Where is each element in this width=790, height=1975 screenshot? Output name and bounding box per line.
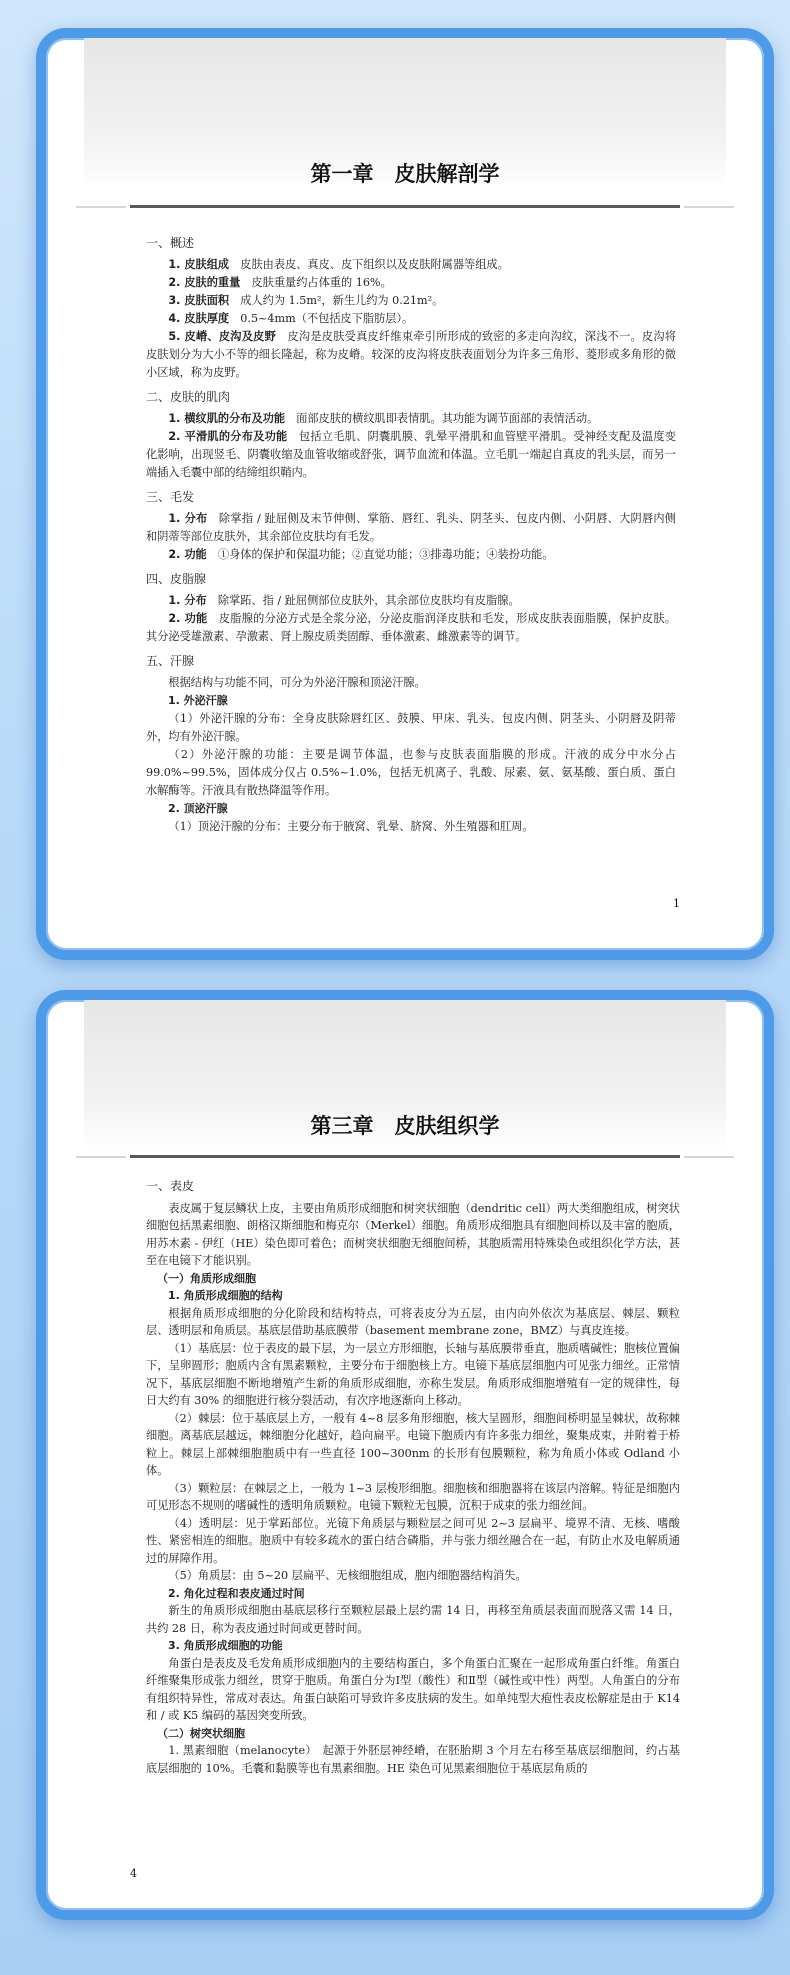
subheading: （二）树突状细胞 — [157, 1726, 245, 1740]
page-body — [146, 228, 676, 836]
paragraph — [146, 328, 676, 382]
paragraph — [146, 256, 676, 274]
subheading: 3. 角质形成细胞的功能 — [168, 1639, 283, 1652]
definition: 皮沟是皮肤受真皮纤维束牵引所形成的致密的多走向沟纹，深浅不一。皮沟将皮肤划分为大小不等的细长隆起，称为皮嵴。较深的皮沟将皮肤表面划分为许多三角形、菱形或多角形的微小区域，称为皮野。 — [146, 330, 676, 379]
paragraph: （1）基底层：位于表皮的最下层，为一层立方形细胞，长轴与基底膜带垂直，胞质嗜碱性；胞核位置偏下，呈卵圆形；胞质内含有黑素颗粒，主要分布于细胞核上方。电镜下基底层细胞内可见张力细丝。正常情况下，基底层细胞不断地增殖产生新的角质形成细胞，亦称生发层。角质形成细胞增殖有一定的规律性，每日大约有 30% 的细胞进行核分裂活动，有次序地逐渐向上移动。 — [146, 1341, 680, 1407]
paragraph — [146, 410, 676, 428]
paragraph: （1）顶泌汗腺的分布：主要分布于腋窝、乳晕、脐窝、外生殖器和肛周。 — [168, 820, 534, 833]
paragraph: （3）颗粒层：在棘层之上，一般为 1~3 层梭形细胞。细胞核和细胞器将在该层内溶解。特征是细胞内可见形态不规则的嗜碱性的透明角质颗粒。电镜下颗粒无包膜，沉积于成束的张力细丝间。 — [146, 1481, 680, 1512]
paragraph — [146, 428, 676, 482]
term: 2. 功能 — [168, 548, 207, 561]
term: 3. 皮肤面积 — [168, 294, 230, 307]
subheading: 1. 外泌汗腺 — [168, 694, 228, 707]
paragraph: （4）透明层：见于掌跖部位。光镜下角质层与颗粒层之间可见 2~3 层扁平、境界不清、无核、嗜酸性、紧密相连的细胞。胞质中有较多疏水的蛋白结合磷脂，并与张力细丝融合在一起，有防止水及电解质通过的屏障作用。 — [146, 1516, 680, 1565]
page-card-1 — [36, 28, 774, 960]
definition: 除掌指 / 趾屈侧及末节伸侧、掌筋、唇红、乳头、阴茎头、包皮内侧、小阴唇、大阴唇内侧和阴蒂等部位皮肤外，其余部位皮肤均有毛发。 — [146, 512, 676, 543]
section-heading: 四、皮脂腺 — [146, 572, 207, 586]
definition: 除掌跖、指 / 趾屈侧部位皮肤外，其余部位皮肤均有皮脂腺。 — [206, 594, 520, 607]
title-rule — [130, 1155, 680, 1158]
section-heading: 一、概述 — [146, 236, 195, 250]
section-heading: 三、毛发 — [146, 490, 195, 504]
title-rule-right — [684, 206, 734, 208]
paragraph: 根据角质形成细胞的分化阶段和结构特点，可将表皮分为五层，由内向外依次为基底层、棘层、颗粒层、透明层和角质层。基底层借助基底膜带（basement membrane zone，BMZ）与真皮连接。 — [146, 1306, 680, 1337]
title-rule-left — [76, 206, 126, 208]
paragraph: （2）棘层：位于基底层上方，一般有 4~8 层多角形细胞，核大呈圆形，细胞间桥明显呈棘状，故称棘细胞。离基底层越远，棘细胞分化越好，趋向扁平。电镜下胞质内有许多张力细丝，聚集成束，并附着于桥粒上。棘层上部棘细胞胞质中有一些直径 100~300nm 的长形有包膜颗粒，称为角质小体或 Odland 小体。 — [146, 1411, 680, 1477]
term: 4. 皮肤厚度 — [168, 312, 230, 325]
title-rule — [130, 205, 680, 208]
paragraph — [146, 546, 676, 564]
section-heading: 一、表皮 — [146, 1179, 195, 1193]
paragraph — [146, 310, 676, 328]
definition: 0.5~4mm（不包括皮下脂肪层）。 — [229, 312, 414, 325]
title-rule-left — [76, 1156, 126, 1158]
paragraph: 表皮属于复层鳞状上皮，主要由角质形成细胞和树突状细胞（dendritic cell）两大类细胞组成，树突状细胞包括黑素细胞、朗格汉斯细胞和梅克尔（Merkel）细胞。角质形成细胞具有细胞间桥以及丰富的胞质，用苏木素 - 伊红（HE）染色即可着色；而树突状细胞无细胞间桥，其胞质需用特殊染色或组织化学方法，甚至在电镜下才能识别。 — [146, 1201, 680, 1267]
subheading: 1. 角质形成细胞的结构 — [168, 1289, 283, 1302]
definition: 皮肤重量约占体重的 16%。 — [240, 276, 392, 289]
chapter-title: 第三章 皮肤组织学 — [310, 1114, 500, 1138]
paragraph: 1. 黑素细胞（melanocyte） 起源于外胚层神经嵴，在胚胎期 3 个月左右移至基底层细胞间，约占基底层细胞的 10%。毛囊和黏膜等也有黑素细胞。HE 染色可见黑素细胞位于基底层角质的 — [146, 1744, 680, 1775]
paragraph: 角蛋白是表皮及毛发角质形成细胞内的主要结构蛋白，多个角蛋白汇聚在一起形成角蛋白纤维。角蛋白纤维聚集形成张力细丝，贯穿于胞质。角蛋白分为Ⅰ型（酸性）和Ⅱ型（碱性或中性）两型。人角蛋白的分布有组织特异性，常成对表达。角蛋白缺陷可导致许多皮肤病的发生。如单纯型大疱性表皮松解症是由于 K14 和 / 或 K5 编码的基因突变所致。 — [146, 1656, 680, 1722]
term: 2. 皮肤的重量 — [168, 276, 241, 289]
term: 2. 平滑肌的分布及功能 — [168, 430, 288, 443]
definition: 成人约为 1.5m²，新生儿约为 0.21m²。 — [229, 294, 444, 307]
page-number: 1 — [673, 897, 680, 910]
term: 2. 功能 — [168, 612, 208, 625]
paragraph — [146, 592, 676, 610]
section-heading: 二、皮肤的肌肉 — [146, 390, 231, 404]
paragraph — [146, 274, 676, 292]
paragraph: （2）外泌汗腺的功能：主要是调节体温，也参与皮肤表面脂膜的形成。汗液的成分中水分占 99.0%~99.5%，固体成分仅占 0.5%~1.0%，包括无机离子、乳酸、尿素、氨、氨基酸、蛋白质、蛋白水解酶等。汗液具有散热降温等作用。 — [146, 748, 676, 797]
definition: 面部皮肤的横纹肌即表情肌。其功能为调节面部的表情活动。 — [285, 412, 599, 425]
term: 1. 横纹肌的分布及功能 — [168, 412, 286, 425]
definition: 皮脂腺的分泌方式是全浆分泌，分泌皮脂润泽皮肤和毛发，形成皮肤表面脂膜，保护皮肤。其分泌受雄激素、孕激素、肾上腺皮质类固醇、垂体激素、雌激素等的调节。 — [146, 612, 676, 643]
definition: 包括立毛肌、阴囊肌膜、乳晕平滑肌和血管壁平滑肌。受神经支配及温度变化影响，出现竖毛、阴囊收缩及血管收缩或舒张，调节血流和体温。立毛肌一端起自真皮的乳头层，而另一端插入毛囊中部的结缔组织鞘内。 — [146, 430, 676, 479]
subheading: 2. 角化过程和表皮通过时间 — [168, 1586, 305, 1600]
page-number: 4 — [130, 1867, 137, 1880]
paragraph — [146, 610, 676, 646]
chapter-title: 第一章 皮肤解剖学 — [310, 162, 500, 186]
paragraph: （5）角质层：由 5~20 层扁平、无核细胞组成，胞内细胞器结构消失。 — [168, 1569, 527, 1582]
definition: 皮肤由表皮、真皮、皮下组织以及皮肤附属器等组成。 — [229, 258, 509, 271]
paragraph — [146, 510, 676, 546]
title-rule-right — [684, 1156, 734, 1158]
paragraph — [146, 292, 676, 310]
paragraph: 新生的角质形成细胞由基底层移行至颗粒层最上层约需 14 日，再移至角质层表面而脱落又需 14 日，共约 28 日，称为表皮通过时间或更替时间。 — [146, 1604, 680, 1635]
term: 1. 分布 — [168, 512, 208, 525]
term: 1. 皮肤组成 — [168, 258, 230, 271]
definition: ①身体的保护和保温功能；②直觉功能；③排毒功能；④装扮功能。 — [206, 548, 554, 561]
term: 5. 皮嵴、皮沟及皮野 — [168, 330, 277, 343]
page-card-2 — [36, 990, 774, 1920]
section-heading: 五、汗腺 — [146, 654, 195, 668]
subheading: 2. 顶泌汗腺 — [168, 802, 228, 815]
paragraph: （1）外泌汗腺的分布：全身皮肤除唇红区、鼓膜、甲床、乳头、包皮内侧、阴茎头、小阴唇及阴蒂外，均有外泌汗腺。 — [146, 712, 676, 743]
term: 1. 分布 — [168, 594, 207, 607]
paragraph: 根据结构与功能不同，可分为外泌汗腺和顶泌汗腺。 — [168, 676, 426, 689]
page-body — [146, 1172, 680, 1777]
subheading: （一）角质形成细胞 — [157, 1271, 256, 1285]
